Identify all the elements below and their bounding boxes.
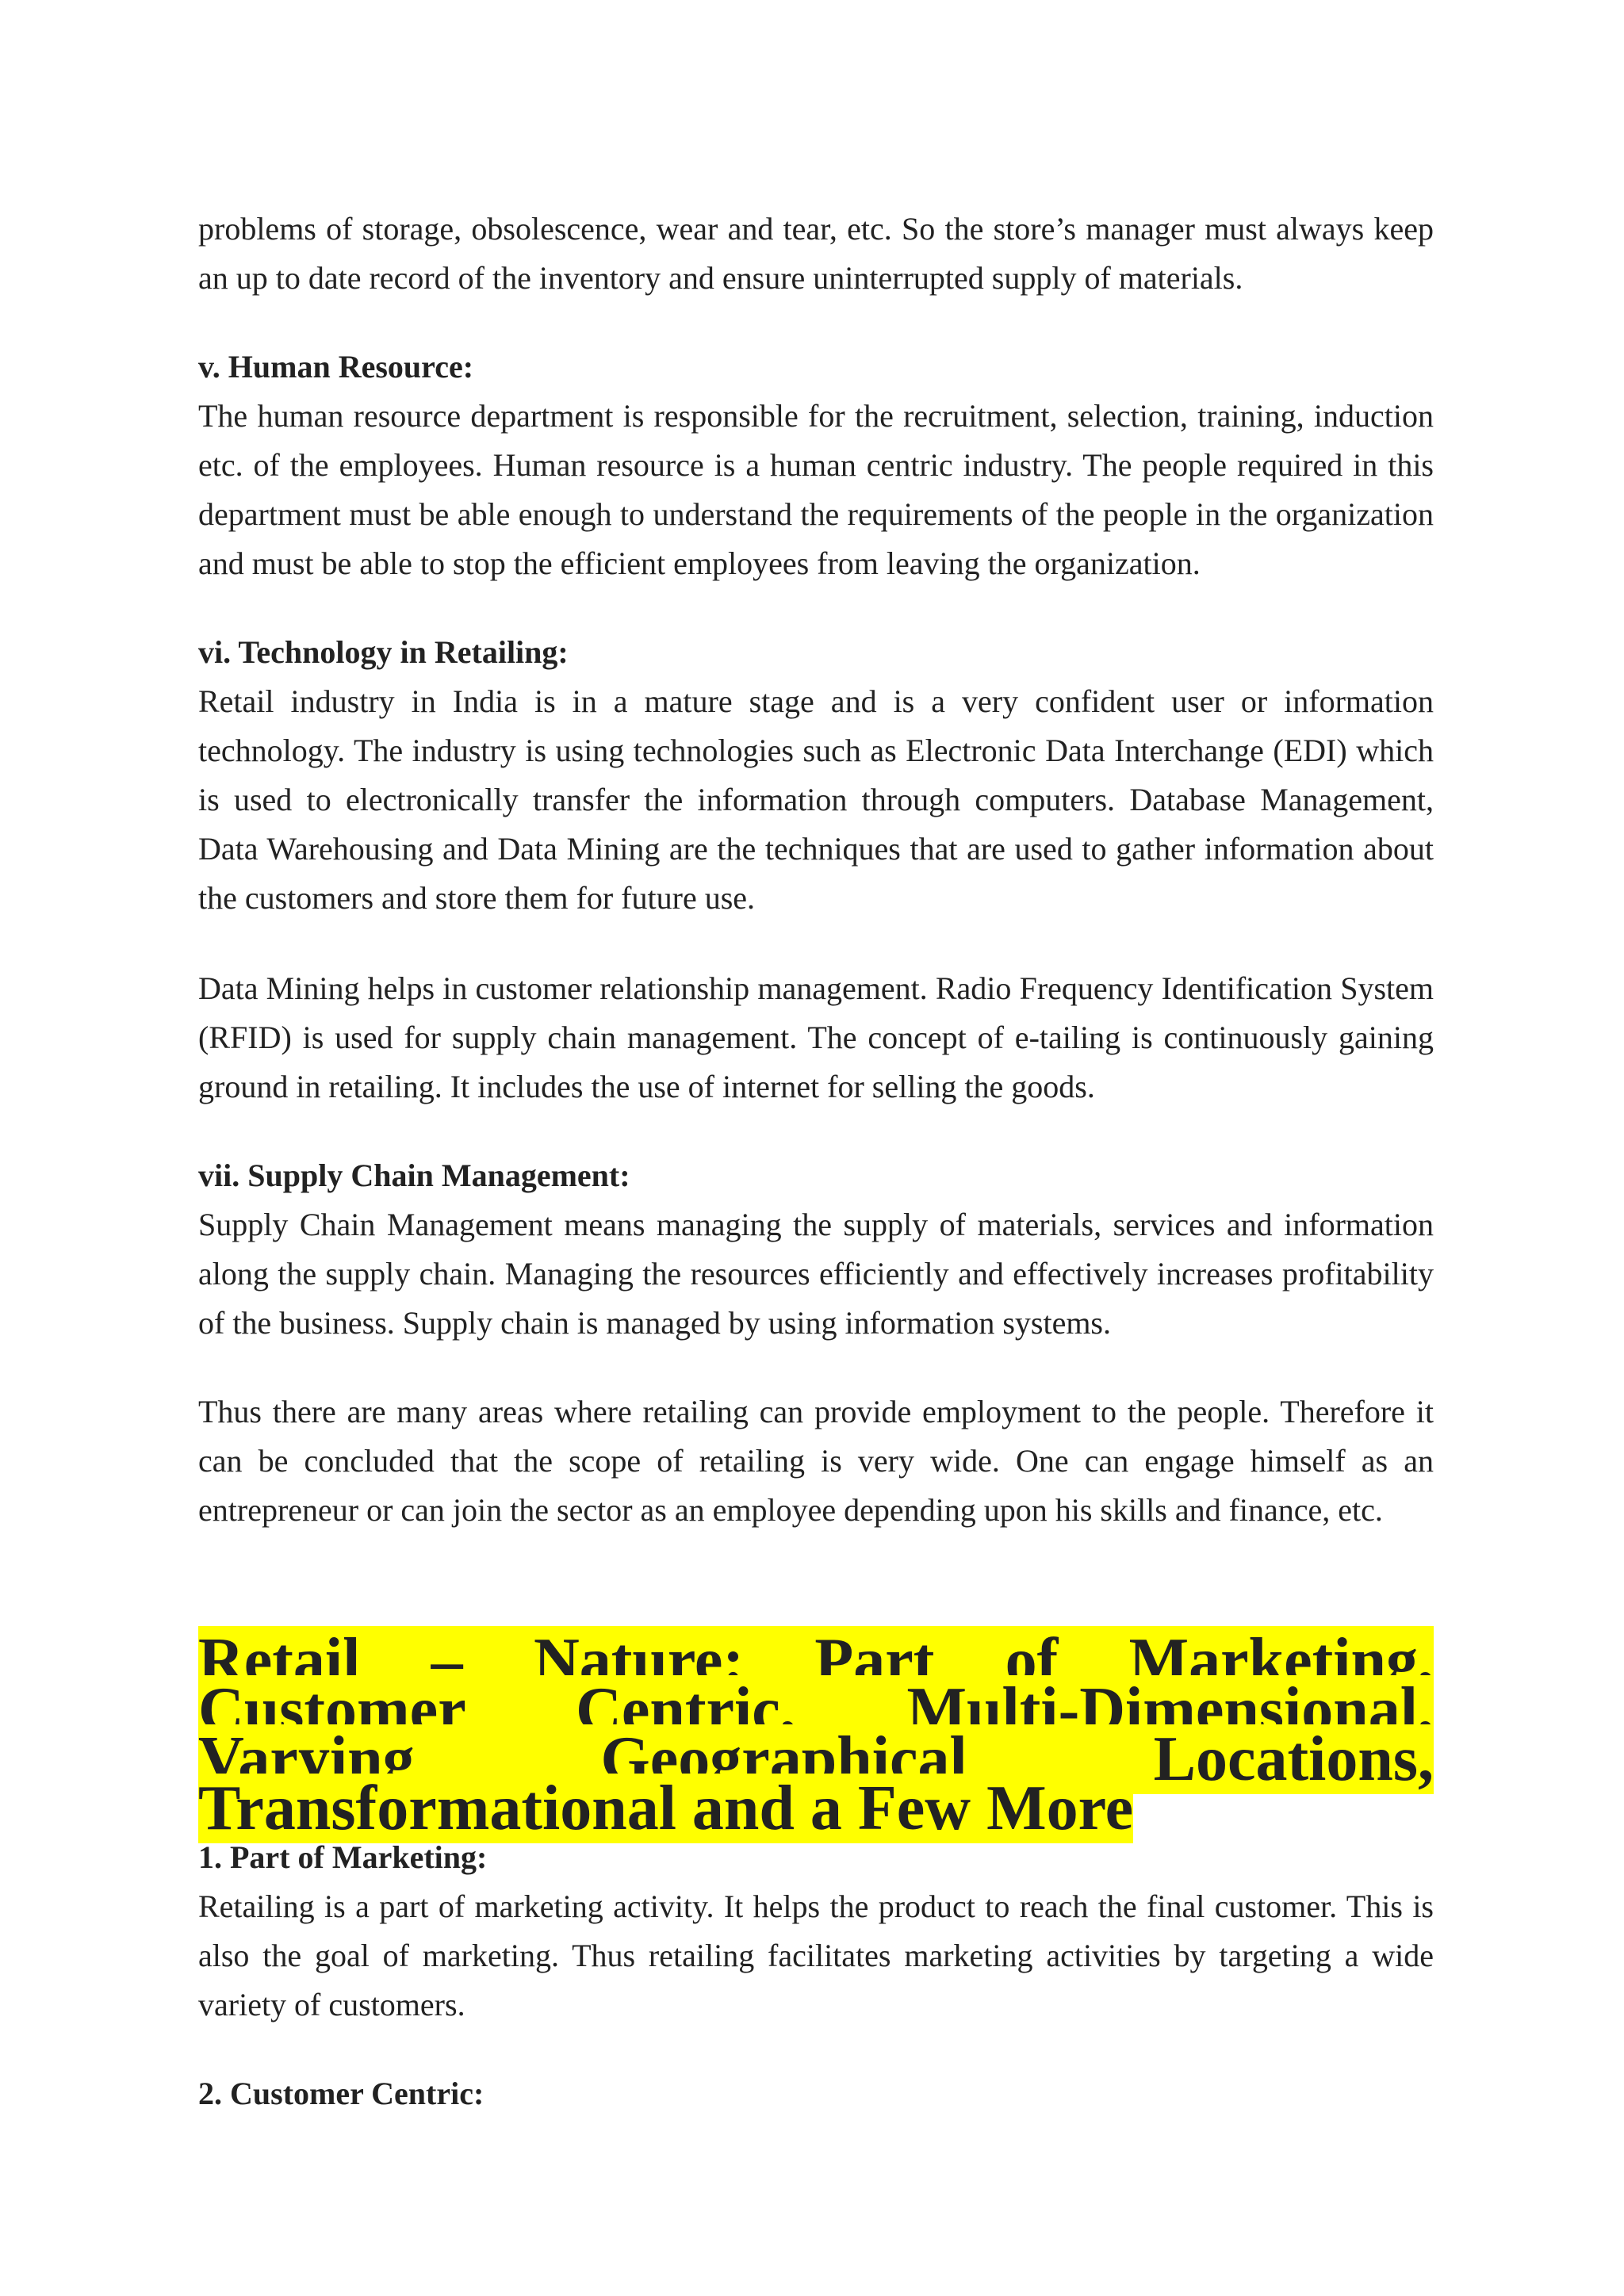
spacer [198, 588, 1434, 628]
spacer [198, 923, 1434, 964]
human-resource-paragraph: The human resource department is responsible for the recruitment, selection, training, induction etc. of the employees. Human resource is a human centric industry. The people required in this department must be able enough to understand the requirements of the people in the organization and must be able to stop the efficient employees from leaving the organization. [198, 398, 1434, 581]
supply-chain-paragraph: Supply Chain Management means managing the supply of materials, services and information along the supply chain. Managing the resources efficiently and effectively increases profitability of the business. Supply chain is managed by using information systems. [198, 1207, 1434, 1341]
heading-human-resource: v. Human Resource: [198, 349, 474, 385]
highlighted-title-text: Retail – Nature: Part of Marketing, Customer Centric, Multi-Dimensional, Varying Geographical Locations, Transformational and a Few More [198, 1626, 1434, 1843]
nature-section-title [198, 1626, 1434, 1843]
heading-supply-chain: vii. Supply Chain Management: [198, 1158, 630, 1193]
spacer [198, 303, 1434, 342]
intro-paragraph: problems of storage, obsolescence, wear and tear, etc. So the store’s manager must always keep an up to date record of the inventory and ensure uninterrupted supply of materials. [198, 211, 1434, 296]
spacer [198, 1112, 1434, 1151]
technology-paragraph-2: Data Mining helps in customer relationship management. Radio Frequency Identification System (RFID) is used for supply chain management. The concept of e-tailing is continuously gaining ground in retailing. It includes the use of internet for selling the goods. [198, 970, 1434, 1104]
conclusion-paragraph: Thus there are many areas where retailing can provide employment to the people. Therefore it can be concluded that the scope of retailing is very wide. One can engage himself as an entrepreneur or can join the sector as an employee depending upon his skills and finance, etc. [198, 1394, 1434, 1528]
spacer [198, 1348, 1434, 1387]
heading-part-of-marketing: 1. Part of Marketing: [198, 1839, 488, 1875]
spacer [198, 1535, 1434, 1636]
document-page [198, 205, 1434, 2118]
heading-customer-centric: 2. Customer Centric: [198, 2076, 485, 2111]
technology-paragraph-1: Retail industry in India is in a mature stage and is a very confident user or information technology. The industry is using technologies such as Electronic Data Interchange (EDI) which is used to electronically transfer the information through computers. Database Management, Data Warehousing and Data Mining are the techniques that are used to gather information about the customers and store them for future use. [198, 683, 1434, 916]
part-of-marketing-paragraph: Retailing is a part of marketing activity. It helps the product to reach the final customer. This is also the goal of marketing. Thus retailing facilitates marketing activities by targeting a wide variety of customers. [198, 1888, 1434, 2022]
spacer [198, 2030, 1434, 2069]
heading-technology: vi. Technology in Retailing: [198, 634, 569, 670]
